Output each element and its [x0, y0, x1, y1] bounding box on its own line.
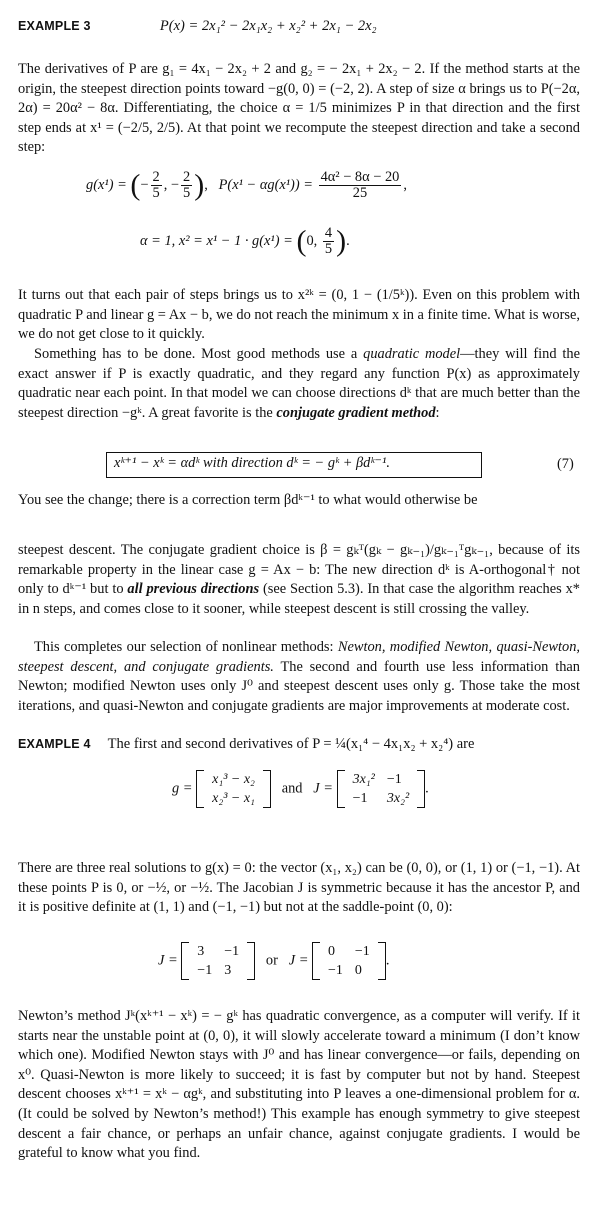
example-3-paragraph-1: The derivatives of P are g₁ = 4x₁ − 2x₂ + 2 and g₂ = − 2x₁ + 2x₂ − 2. If the method starts at the origin, the steepest direction points toward −g(0, 0) = (−2, 2). A step of size α brings us to P(−2α, 2α) = 20α² − 8α. Differentiating, the choice α = 1/5 minimizes P in that direction and the first step ends at x¹ = (−2/5, 2/5). At that point we recompute the steepest direction and take a second step:: [18, 61, 580, 156]
second-step-lhs: α = 1, x² = x¹ − 1 · g(x¹) =: [140, 232, 297, 249]
second-step-fraction: $\frac{4}{5}$: [324, 225, 333, 257]
example-3-paragraph-2: It turns out that each pair of steps brings us to x²ᵏ = (0, 1 − (1/5ᵏ)). Even on this problem with quadratic P and linear g = Ax − b, we do not reach the minimum x in a finite time. What is worse, we do not get close to it quickly.: [18, 287, 580, 343]
example-3-formula: P(x) = 2x₁² − 2x₁x₂ + x₂² + 2x₁ − 2x₂: [159, 18, 377, 34]
g-x1-fraction-2: $\frac{2}{5}$: [183, 169, 191, 201]
second-step-equation: α = 1, x² = x¹ − 1 · g(x¹) = (0, $\frac{4}{5}$ ).: [140, 224, 350, 258]
g-vector-lhs: g =: [172, 780, 197, 797]
jacobian-b-lhs: J =: [288, 952, 312, 969]
jacobian-a-lhs: J =: [158, 952, 182, 969]
example-3-header: [18, 18, 377, 35]
conjugate-gradient-term: conjugate gradient method: [276, 404, 436, 421]
jacobian-matrix: 3x₁² −1 −1 3x₂²: [337, 770, 426, 808]
example-3-paragraph-6: This completes our selection of nonlinear methods: Newton, modified Newton, quasi-Newton, steepest descent, and conjugate gradients. The second and fourth use less information than Newton; modified Newton uses only J⁰ and steepest descent uses only g. Those take the most iterations, and quasi-Newton and conjugate gradients are major improvements at moderate cost.: [18, 639, 580, 714]
and-word: and: [281, 780, 303, 797]
example-4-paragraph-1: There are three real solutions to g(x) = 0: the vector (x₁, x₂) can be (0, 0), or (1, 1) or (−1, −1). At these points P is 0, or −½, or −½. The Jacobian J is symmetric because it has the ancestor P, and it is positive definite at (1, 1) and (−1, −1) but not at the saddle-point (0, 0):: [18, 860, 580, 916]
example-3-paragraph-4: You see the change; there is a correction term βdᵏ⁻¹ to what would otherwise be: [18, 492, 478, 508]
all-previous-directions-term: all previous directions: [127, 581, 260, 598]
or-word: or: [265, 952, 278, 969]
p-step-fraction: $\frac{\text{4α² − 8α − 20}}{25}$: [320, 169, 400, 201]
example-4-header: [18, 736, 474, 753]
example-4-paragraph-2: Newton’s method Jᵏ(xᵏ⁺¹ − xᵏ) = − gᵏ has quadratic convergence, as a computer will verify. If it starts near the unstable point at (0, 0), it will slowly accelerate toward a minimum (I don’t know which one). Modified Newton stays with J⁰ and has linear convergence—or fails, depending on x⁰. Quasi-Newton is more likely to succeed; it is fast by computer but not by hand. Steepest descent chooses xᵏ⁺¹ = xᵏ − αgᵏ, and substituting into P leaves a one-dimensional problem for α. (It could be solved by Newton’s method!) This example has enough symmetry to give steepest descent a fair chance, or perhaps an unfair chance, against conjugate gradients. I would be grateful to know what you find.: [18, 1008, 580, 1162]
p-step-lhs: P(x¹ − αg(x¹)) =: [218, 176, 317, 193]
jacobian-b-matrix: 0 −1 −1 0: [312, 942, 386, 980]
boxed-equation-text: xᵏ⁺¹ − xᵏ = αdᵏ with direction dᵏ = − gᵏ + βdᵏ⁻¹.: [114, 455, 390, 471]
g-x1-lhs: g(x¹) =: [86, 176, 131, 193]
quadratic-model-term: quadratic model: [363, 346, 461, 362]
g-vector: x₁³ − x₂ x₂³ − x₁: [196, 770, 271, 808]
example-4-label: EXAMPLE 4: [18, 737, 91, 751]
methods-list: Newton, modified Newton, quasi-Newton, steepest descent, and conjugate gradients.: [18, 639, 580, 675]
g-x1-fraction-1: $\frac{2}{5}$: [152, 169, 160, 201]
example-3-paragraph-3: Something has to be done. Most good methods use a quadratic model—they will find the exact answer if P is exactly quadratic, and they regard any function P(x) as approximately quadratic near each point. In that model we can choose directions dᵏ that are much better than the steepest direction −gᵏ. A great favorite is the conjugate gradient method:: [18, 346, 581, 421]
example-4-intro: The first and second derivatives of P = ¼(x₁⁴ − 4x₁x₂ + x₂⁴) are: [107, 736, 475, 752]
example-3-paragraph-5: steepest descent. The conjugate gradient choice is β = gₖᵀ(gₖ − gₖ₋₁)/gₖ₋₁ᵀgₖ₋₁, because of its remarkable property in the linear case g = Ax − b: The new direction dᵏ is A-orthogonal† not only to dᵏ⁻¹ but to all previous directions (see Section 5.3). In that case the algorithm reaches x* in n steps, and comes close to it sooner, while steepest descent is still crossing the valley.: [18, 542, 580, 617]
gradient-display-equation: g(x¹) = (− $\frac{2}{5}$ , − $\frac{2}{5}$ ), P(x¹ − αg(x¹)) = $\frac{\text{4α² − 8α − 20}}{25}$ ,: [86, 168, 407, 202]
equation-number: (7): [557, 456, 574, 472]
jacobian-a-matrix: 3 −1 −1 3: [181, 942, 255, 980]
jacobian-cases: J = 3 −1 −1 3 or J = 0 −1 −1 0 .: [158, 944, 390, 978]
derivative-matrices: g = x₁³ − x₂ x₂³ − x₁ and J = 3x₁² −1 −1 3x₂² .: [172, 772, 429, 806]
example-3-label: EXAMPLE 3: [18, 19, 91, 33]
jacobian-lhs: J =: [313, 780, 337, 797]
